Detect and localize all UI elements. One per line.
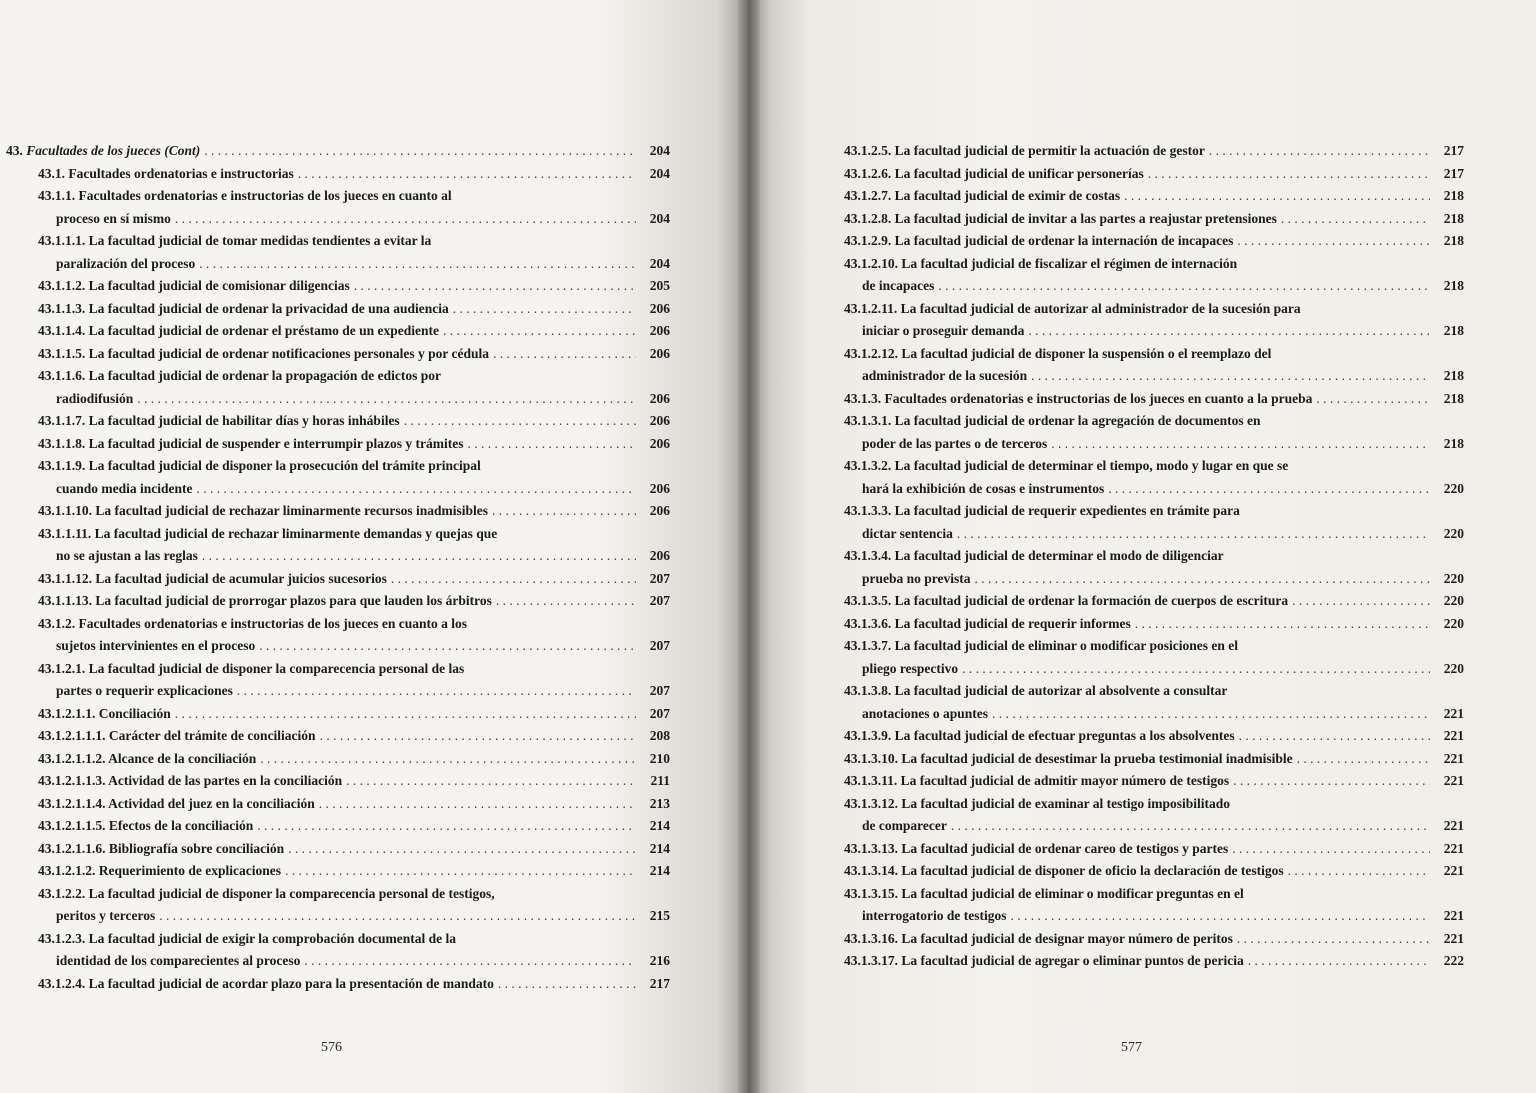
toc-page-number: 221 (1443, 728, 1464, 743)
toc-entry (0, 343, 670, 366)
toc-entry (838, 590, 1464, 613)
toc-entry-title: 43.1.2.5. La facultad judicial de permitir la actuación de gestor (844, 143, 1205, 158)
toc-entry-title: 43.1.3.9. La facultad judicial de efectuar preguntas a los absolventes (844, 728, 1235, 743)
toc-entry-title: 43.1.2.1.1.3. Actividad de las partes en la conciliación (38, 773, 343, 788)
toc-entry (0, 433, 670, 456)
toc-entry-title: 43.1.1.11. La facultad judicial de rechazar liminarmente demandas y quejas que (38, 525, 498, 541)
dot-leader (1209, 140, 1430, 163)
toc-entry-title: interrogatorio de testigos (862, 908, 1007, 923)
toc-page-number: 220 (1443, 660, 1464, 676)
dot-leader (1297, 748, 1430, 771)
toc-page-number: 208 (649, 728, 670, 743)
toc-entry-title: administrador de la sucesión (862, 368, 1028, 383)
toc-entry-title: 43.1.2.1.1.6. Bibliografía sobre conciliación (38, 840, 285, 856)
toc-entry-title: anotaciones o apuntes (862, 705, 989, 721)
toc-entry (838, 613, 1464, 636)
toc-entry (838, 680, 1464, 725)
toc-entry (0, 500, 670, 523)
toc-entry (838, 928, 1464, 951)
toc-page-number: 206 (649, 480, 670, 496)
toc-page-number: 206 (649, 323, 670, 338)
toc-page-number: 207 (649, 705, 670, 721)
book-gutter (738, 0, 760, 1093)
dot-leader (288, 838, 636, 861)
toc-entry (0, 748, 670, 771)
toc-page-number: 210 (649, 750, 670, 766)
toc-page-number: 211 (650, 773, 670, 788)
toc-entry-title: de comparecer (862, 818, 947, 833)
dot-leader (1233, 770, 1430, 793)
dot-leader (237, 680, 636, 703)
toc-entry-title: 43.1.1.6. La facultad judicial de ordenar la propagación de edictos por (38, 368, 442, 383)
toc-entry (838, 163, 1464, 186)
toc-page-number: 216 (649, 953, 670, 968)
toc-entry-title: dictar sentencia (862, 525, 953, 541)
toc-entry-title: de incapaces (862, 278, 935, 293)
dot-leader (496, 590, 636, 613)
dot-leader (1292, 590, 1430, 613)
toc-page-number: 218 (1443, 390, 1464, 406)
dot-leader (346, 770, 636, 793)
left-table-of-contents (0, 140, 670, 995)
toc-page-number: 218 (1443, 233, 1464, 248)
dot-leader (304, 950, 636, 973)
toc-page-number: 218 (1443, 210, 1464, 226)
toc-entry-title: 43.1.3.13. La facultad judicial de ordenar careo de testigos y partes (844, 840, 1229, 856)
toc-entry-title: cuando media incidente (56, 480, 193, 496)
toc-entry-title: pliego respectivo (862, 660, 959, 676)
toc-entry-title: 43.1.2.3. La facultad judicial de exigir la comprobación documental de la (38, 930, 457, 946)
toc-entry (838, 770, 1464, 793)
toc-page-number: 206 (649, 345, 670, 361)
page-number-left: 576 (321, 1040, 342, 1055)
toc-entry (838, 500, 1464, 545)
toc-page-number: 217 (649, 975, 670, 991)
toc-entry-title: 43.1.3.3. La facultad judicial de requerir expedientes en trámite para (844, 503, 1240, 518)
dot-leader (975, 568, 1430, 591)
toc-page-number: 222 (1443, 953, 1464, 968)
toc-page-number: 220 (1443, 480, 1464, 496)
toc-entry-title: 43.1.3.11. La facultad judicial de admitir mayor número de testigos (844, 773, 1230, 788)
dot-leader (1248, 950, 1430, 973)
dot-leader (1031, 365, 1430, 388)
toc-entry-title: 43.1.2.8. La facultad judicial de invitar a las partes a reajustar pretensiones (844, 210, 1277, 226)
toc-page-number: 220 (1443, 615, 1464, 631)
toc-page-number: 215 (649, 908, 670, 923)
toc-entry-title: 43.1.2.4. La facultad judicial de acordar plazo para la presentación de mandato (38, 975, 494, 991)
toc-entry (838, 140, 1464, 163)
dot-leader (1124, 185, 1430, 208)
toc-page-number: 214 (649, 818, 670, 833)
toc-page-number: 206 (649, 435, 670, 451)
toc-entry (838, 410, 1464, 455)
toc-entry-title: 43.1.3. Facultades ordenatorias e instructorias de los jueces en cuanto a la prueba (844, 390, 1313, 406)
toc-entry-title: sujetos intervinientes en el proceso (56, 638, 256, 653)
toc-entry-title: paralización del proceso (56, 255, 196, 271)
toc-entry-title: proceso en sí mismo (56, 210, 171, 226)
toc-entry-title: 43.1.3.2. La facultad judicial de determinar el tiempo, modo y lugar en que se (844, 458, 1289, 473)
dot-leader (492, 500, 636, 523)
toc-page-number: 207 (649, 683, 670, 698)
dot-leader (992, 703, 1430, 726)
toc-entry-title: 43.1.3.8. La facultad judicial de autorizar al absolvente a consultar (844, 683, 1228, 698)
dot-leader (1232, 838, 1430, 861)
toc-page-number: 218 (1443, 278, 1464, 293)
dot-leader (285, 860, 636, 883)
toc-entry (0, 523, 670, 568)
dot-leader (319, 793, 636, 816)
dot-leader (1148, 163, 1430, 186)
toc-entry-title: 43.1.2.1.2. Requerimiento de explicaciones (38, 863, 281, 878)
toc-page-number: 214 (649, 840, 670, 856)
dot-leader (957, 523, 1430, 546)
toc-entry-title: prueba no prevista (862, 570, 971, 586)
toc-page-number: 218 (1443, 368, 1464, 383)
toc-page-number: 204 (649, 255, 670, 271)
right-table-of-contents (838, 140, 1464, 973)
toc-entry (838, 793, 1464, 838)
toc-entry (838, 725, 1464, 748)
dot-leader (1010, 905, 1430, 928)
toc-page-number: 207 (649, 570, 670, 586)
dot-leader (468, 433, 637, 456)
dot-leader (175, 703, 636, 726)
dot-leader (175, 208, 636, 231)
dot-leader (1237, 230, 1430, 253)
dot-leader (938, 275, 1430, 298)
dot-leader (1288, 860, 1430, 883)
toc-entry (0, 928, 670, 973)
toc-entry (0, 860, 670, 883)
dot-leader (1108, 478, 1430, 501)
toc-entry-title: 43.1.3.10. La facultad judicial de desestimar la prueba testimonial inadmisible (844, 750, 1293, 766)
toc-entry-title: 43.1.3.16. La facultad judicial de designar mayor número de peritos (844, 930, 1233, 946)
toc-entry-title: 43.1.3.7. La facultad judicial de eliminar o modificar posiciones en el (844, 638, 1238, 653)
toc-entry-title: 43.1.1.7. La facultad judicial de habilitar días y horas inhábiles (38, 413, 400, 428)
toc-entry (838, 635, 1464, 680)
toc-entry-title: 43.1.3.4. La facultad judicial de determinar el modo de diligenciar (844, 548, 1224, 563)
toc-entry-title: 43.1.3.14. La facultad judicial de disponer de oficio la declaración de testigos (844, 863, 1284, 878)
toc-entry (0, 275, 670, 298)
dot-leader (259, 635, 636, 658)
dot-leader (1281, 208, 1430, 231)
toc-entry (838, 860, 1464, 883)
toc-entry-title: 43.1.3.15. La facultad judicial de eliminar o modificar preguntas en el (844, 885, 1244, 901)
dot-leader (404, 410, 636, 433)
toc-page-number: 214 (649, 863, 670, 878)
toc-entry-title: 43.1.1.1. La facultad judicial de tomar medidas tendientes a evitar la (38, 233, 432, 248)
toc-entry (0, 410, 670, 433)
toc-entry-title: peritos y terceros (56, 908, 156, 923)
toc-page-number: 221 (1443, 818, 1464, 833)
toc-entry-title: 43.1.2.11. La facultad judicial de autorizar al administrador de la sucesión para (844, 300, 1301, 316)
toc-entry-title: 43.1.1.10. La facultad judicial de rechazar liminarmente recursos inadmisibles (38, 503, 488, 518)
dot-leader (1316, 388, 1430, 411)
toc-entry (838, 545, 1464, 590)
toc-entry (0, 613, 670, 658)
toc-page-number: 221 (1443, 930, 1464, 946)
toc-page-number: 221 (1443, 908, 1464, 923)
toc-entry-title: 43.1.1.4. La facultad judicial de ordenar el préstamo de un expediente (38, 323, 439, 338)
toc-page-number: 206 (649, 300, 670, 316)
dot-leader (391, 568, 636, 591)
toc-entry-title: hará la exhibición de cosas e instrumentos (862, 480, 1105, 496)
dot-leader (1135, 613, 1430, 636)
toc-entry (838, 253, 1464, 298)
toc-entry-title: 43.1.3.1. La facultad judicial de ordenar la agregación de documentos en (844, 413, 1261, 428)
toc-entry-title: 43.1.2.1.1.4. Actividad del juez en la conciliación (38, 795, 315, 811)
toc-entry (0, 973, 670, 996)
toc-page-number: 221 (1443, 750, 1464, 766)
toc-entry-title: 43.1.2.1.1.2. Alcance de la conciliación (38, 750, 257, 766)
toc-page-number: 221 (1443, 705, 1464, 721)
dot-leader (354, 275, 636, 298)
dot-leader (498, 973, 636, 996)
dot-leader (951, 815, 1430, 838)
toc-page-number: 204 (649, 165, 670, 181)
toc-page-number: 220 (1443, 593, 1464, 608)
toc-entry (0, 703, 670, 726)
toc-entry-title: 43.1.2.1.1.1. Carácter del trámite de conciliación (38, 728, 316, 743)
toc-entry-title: 43.1.2.2. La facultad judicial de disponer la comparecencia personal de testigos, (38, 885, 495, 901)
toc-entry-title: 43.1.1.3. La facultad judicial de ordenar la privacidad de una audiencia (38, 300, 449, 316)
toc-entry-title: iniciar o proseguir demanda (862, 323, 1025, 338)
toc-entry-title: 43.1.2.9. La facultad judicial de ordenar la internación de incapaces (844, 233, 1234, 248)
toc-page-number: 207 (649, 593, 670, 608)
dot-leader (493, 343, 636, 366)
dot-leader (159, 905, 636, 928)
dot-leader (202, 545, 636, 568)
toc-entry-title: 43.1.3.6. La facultad judicial de requerir informes (844, 615, 1131, 631)
toc-page-number: 220 (1443, 525, 1464, 541)
dot-leader (962, 658, 1430, 681)
dot-leader (443, 320, 636, 343)
toc-entry-title: 43.1.2.6. La facultad judicial de unificar personerías (844, 165, 1144, 181)
toc-entry-title: 43.1.1.12. La facultad judicial de acumular juicios sucesorios (38, 570, 387, 586)
page-number-right: 577 (1121, 1040, 1142, 1055)
toc-entry-title: 43.1.3.5. La facultad judicial de ordenar la formación de cuerpos de escritura (844, 593, 1289, 608)
toc-entry-title: 43.1.1.8. La facultad judicial de suspender e interrumpir plazos y trámites (38, 435, 464, 451)
toc-page-number: 205 (649, 278, 670, 293)
toc-entry (0, 658, 670, 703)
toc-entry-title: 43.1.1.9. La facultad judicial de disponer la prosecución del trámite principal (38, 458, 481, 473)
dot-leader (1239, 725, 1430, 748)
toc-entry-title: 43.1.2.10. La facultad judicial de fiscalizar el régimen de internación (844, 255, 1238, 271)
toc-page-number: 204 (649, 210, 670, 226)
toc-entry (0, 455, 670, 500)
toc-entry (838, 185, 1464, 208)
toc-entry (0, 230, 670, 275)
dot-leader (199, 253, 636, 276)
toc-entry-title: 43.1.3.17. La facultad judicial de agregar o eliminar puntos de pericia (844, 953, 1244, 968)
toc-entry-title: 43.1.1.13. La facultad judicial de prorrogar plazos para que lauden los árbitros (38, 593, 492, 608)
dot-leader (137, 388, 636, 411)
toc-entry-title: 43.1.2.1.1.5. Efectos de la conciliación (38, 818, 254, 833)
toc-entry (0, 365, 670, 410)
toc-entry (0, 163, 670, 186)
toc-entry (0, 298, 670, 321)
toc-entry-title: 43.1.2.12. La facultad judicial de disponer la suspensión o el reemplazo del (844, 345, 1272, 361)
toc-entry-title: 43.1.2.7. La facultad judicial de eximir de costas (844, 188, 1121, 203)
toc-entry (0, 140, 670, 163)
toc-entry-title: identidad de los comparecientes al proceso (56, 953, 301, 968)
toc-page-number: 218 (1443, 323, 1464, 338)
toc-entry (0, 568, 670, 591)
toc-entry (0, 793, 670, 816)
toc-entry (0, 883, 670, 928)
toc-entry (838, 230, 1464, 253)
toc-entry (0, 725, 670, 748)
toc-entry-title: 43.1.2.1.1. Conciliación (38, 705, 171, 721)
toc-entry-title: 43.1.1.5. La facultad judicial de ordenar notificaciones personales y por cédula (38, 345, 490, 361)
toc-entry-title: radiodifusión (56, 390, 134, 406)
toc-entry (0, 838, 670, 861)
dot-leader (197, 478, 636, 501)
toc-entry (0, 815, 670, 838)
toc-entry-title: 43.1.3.12. La facultad judicial de examinar al testigo imposibilitado (844, 795, 1231, 811)
toc-entry-title: 43.1.2.1. La facultad judicial de disponer la comparecencia personal de las (38, 660, 465, 676)
toc-page-number: 206 (649, 503, 670, 518)
toc-page-number: 207 (649, 638, 670, 653)
toc-page-number: 206 (649, 548, 670, 563)
toc-page-number: 221 (1443, 773, 1464, 788)
dot-leader (1028, 320, 1430, 343)
toc-entry (838, 455, 1464, 500)
toc-entry (838, 388, 1464, 411)
toc-entry (0, 320, 670, 343)
toc-entry-title: 43.1.2. Facultades ordenatorias e instructorias de los jueces en cuanto a los (38, 615, 467, 631)
toc-page-number: 206 (649, 413, 670, 428)
toc-page-number: 220 (1443, 570, 1464, 586)
toc-entry (838, 748, 1464, 771)
toc-entry (838, 298, 1464, 343)
toc-entry (0, 590, 670, 613)
toc-page-number: 217 (1443, 165, 1464, 181)
toc-page-number: 213 (649, 795, 670, 811)
toc-entry-title: 43.1.1. Facultades ordenatorias e instructorias de los jueces en cuanto al (38, 188, 452, 203)
dot-leader (320, 725, 636, 748)
toc-entry-title: 43.1.1.2. La facultad judicial de comisionar diligencias (38, 278, 350, 293)
toc-entry-title: poder de las partes o de terceros (862, 435, 1048, 451)
dot-leader (298, 163, 636, 186)
toc-entry (838, 208, 1464, 231)
dot-leader (1237, 928, 1430, 951)
toc-entry (0, 185, 670, 230)
toc-entry (838, 883, 1464, 928)
dot-leader (204, 140, 636, 163)
toc-entry (838, 343, 1464, 388)
toc-entry-title: 43. Facultades de los jueces (Cont) (6, 143, 201, 158)
toc-page-number: 204 (649, 143, 670, 158)
toc-entry (838, 950, 1464, 973)
toc-entry-title: no se ajustan a las reglas (56, 548, 198, 563)
toc-page-number: 218 (1443, 188, 1464, 203)
toc-page-number: 221 (1443, 840, 1464, 856)
dot-leader (257, 815, 636, 838)
toc-entry-title: 43.1. Facultades ordenatorias e instructorias (38, 165, 294, 181)
dot-leader (453, 298, 636, 321)
toc-page-number: 217 (1443, 143, 1464, 158)
toc-entry-title: partes o requerir explicaciones (56, 683, 233, 698)
toc-page-number: 221 (1443, 863, 1464, 878)
toc-entry (838, 838, 1464, 861)
dot-leader (1051, 433, 1430, 456)
toc-entry (0, 770, 670, 793)
toc-page-number: 218 (1443, 435, 1464, 451)
dot-leader (260, 748, 636, 771)
toc-page-number: 206 (649, 390, 670, 406)
